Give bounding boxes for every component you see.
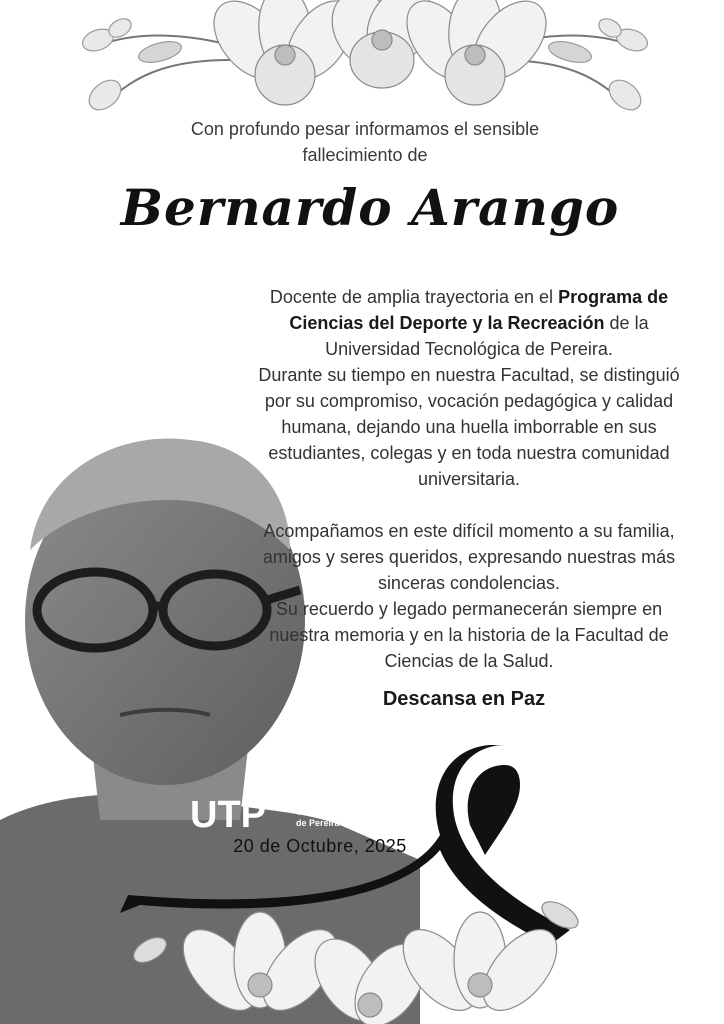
program-name: Programa de Ciencias del Deporte y la Recreación [289,287,669,333]
logo-divider [360,796,361,830]
svg-text:UTP: UTP [190,794,266,832]
intro-text: Con profundo pesar informamos el sensible fallecimiento de [190,119,540,165]
bio-paragraph-2: Durante su tiempo en nuestra Facultad, se distinguió por su compromiso, vocación pedagógica y calidad humana, dejando una huella imborrable en sus estudiantes, colegas y en toda nuestra comunidad universitaria. [258,365,680,489]
bio-paragraph-3: Acompañamos en este difícil momento a su familia, amigos y seres queridos, expresando nuestras más sinceras condolencias. [262,521,676,593]
university-name: Universidad Tecnológica de Pereira [296,796,348,828]
deceased-name: Bernardo Arango [120,178,620,237]
utp-logo [190,790,430,836]
top-floral-ornament [80,0,650,120]
faculty-name: Facultad de Ciencias de la Salud [368,796,416,828]
date-text: 20 de Octubre, 2025 [233,836,407,856]
utp-logo-mark [190,794,290,832]
closing-text: Descansa en Paz [382,688,546,710]
biography-text [258,284,680,674]
bottom-floral-ornament [120,890,590,1024]
bio-paragraph-4: Su recuerdo y legado permanecerán siempre en nuestra memoria y en la historia de la Facultad de Ciencias de la Salud. [269,599,669,671]
bio-paragraph-1: Docente de amplia trayectoria en el Programa de Ciencias del Deporte y la Recreación de la Universidad Tecnológica de Pereira. [269,287,669,359]
